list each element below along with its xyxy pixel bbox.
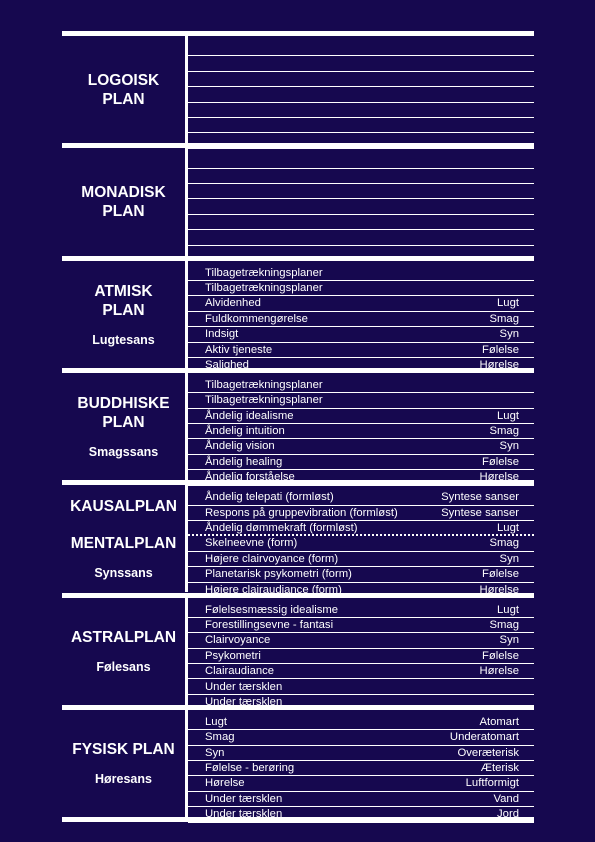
row-text: Smag	[205, 731, 235, 744]
plane-label-cell	[62, 485, 188, 592]
row-text: Følelse - berøring	[205, 761, 295, 774]
row-text: Tilbagetrækningsplaner	[205, 266, 323, 279]
plane-rows	[188, 261, 534, 371]
plane-row	[188, 424, 534, 439]
row-sense: Syntese sanser	[441, 491, 519, 504]
row-sense: Syn	[499, 328, 519, 341]
row-sense: Smag	[489, 537, 519, 550]
plane-row	[188, 103, 534, 118]
plane-row	[188, 439, 534, 454]
plane-row	[188, 536, 534, 551]
row-text: Clairaudiance	[205, 665, 275, 678]
plane-label-cell	[62, 710, 188, 817]
row-text: Åndelig telepati (formløst)	[205, 491, 334, 504]
row-sense: Lugt	[497, 603, 519, 616]
plane-rows	[188, 598, 534, 708]
row-text: Højere clairaudiance (form)	[205, 583, 342, 596]
row-text: Åndelig healing	[205, 455, 283, 468]
row-sense: Jord	[497, 808, 519, 821]
plane-row	[188, 776, 534, 791]
row-text: Tilbagetrækningsplaner	[205, 281, 323, 294]
row-text: Åndelig idealisme	[205, 409, 294, 422]
plane-label-cell	[62, 598, 188, 705]
plane-row	[188, 199, 534, 214]
plane-sense: Høresans	[95, 772, 152, 787]
plane-row	[188, 664, 534, 679]
row-text: Lugt	[205, 715, 227, 728]
plane-row	[188, 296, 534, 311]
row-sense: Lugt	[497, 409, 519, 422]
plane-sense: Synssans	[94, 566, 153, 581]
row-sense: Vand	[493, 792, 519, 805]
plane-rows	[188, 485, 534, 596]
plane-name: BUDDHISKE PLAN	[77, 395, 170, 432]
plane-row	[188, 603, 534, 618]
plane-row	[188, 730, 534, 745]
plane-block	[62, 31, 534, 143]
plane-rows	[188, 710, 534, 821]
plane-row	[188, 746, 534, 761]
plane-row	[188, 378, 534, 393]
plane-row	[188, 327, 534, 342]
plane-label-cell	[62, 148, 188, 255]
plane-row	[188, 521, 534, 536]
plane-sense: Smagssans	[88, 445, 159, 460]
row-text: Planetarisk psykometri (form)	[205, 568, 352, 581]
plane-row	[188, 153, 534, 168]
row-sense: Lugt	[497, 521, 519, 534]
row-sense: Smag	[489, 618, 519, 631]
plane-block	[62, 143, 534, 255]
plane-label-cell	[62, 261, 188, 368]
row-text: Åndelig dømmekraft (formløst)	[205, 521, 358, 534]
row-text: Syn	[205, 746, 225, 759]
plane-rows	[188, 373, 534, 484]
row-text: Højere clairvoyance (form)	[205, 552, 339, 565]
row-text: Aktiv tjeneste	[205, 343, 273, 356]
row-sense: Æterisk	[480, 761, 519, 774]
plane-row	[188, 715, 534, 730]
row-sense: Smag	[489, 312, 519, 325]
plane-row	[188, 490, 534, 505]
row-sense: Hørelse	[479, 583, 519, 596]
row-text: Clairvoyance	[205, 634, 271, 647]
plane-block	[62, 368, 534, 484]
row-sense: Syn	[499, 634, 519, 647]
row-text: Tilbagetrækningsplaner	[205, 378, 323, 391]
row-sense: Atomart	[479, 715, 519, 728]
row-sense: Lugt	[497, 297, 519, 310]
row-text: Alvidenhed	[205, 297, 261, 310]
plane-row	[188, 184, 534, 199]
row-text: Forestillingsevne - fantasi	[205, 618, 334, 631]
plane-row	[188, 792, 534, 807]
row-text: Under tærsklen	[205, 695, 283, 708]
plane-row	[188, 618, 534, 633]
plane-sense: Følesans	[96, 660, 151, 675]
row-text: Respons på gruppevibration (formløst)	[205, 506, 398, 519]
plane-name-secondary: MENTALPLAN	[70, 535, 177, 553]
row-sense: Følelse	[481, 455, 519, 468]
row-text: Hørelse	[205, 777, 245, 790]
row-sense: Syn	[499, 552, 519, 565]
plane-row	[188, 215, 534, 230]
plane-row	[188, 567, 534, 582]
plane-label-cell	[62, 36, 188, 143]
plane-row	[188, 649, 534, 664]
row-sense: Syn	[499, 440, 519, 453]
row-sense: Følelse	[481, 649, 519, 662]
plane-row	[188, 266, 534, 281]
plane-block	[62, 480, 534, 596]
row-sense: Underatomart	[449, 731, 519, 744]
plane-block	[62, 705, 534, 822]
plane-row	[188, 169, 534, 184]
row-sense: Hørelse	[479, 358, 519, 371]
plane-row	[188, 680, 534, 695]
plane-row	[188, 230, 534, 245]
row-text: Under tærsklen	[205, 680, 283, 693]
plane-sense: Lugtesans	[92, 332, 155, 347]
plane-row	[188, 56, 534, 71]
plane-row	[188, 87, 534, 102]
plane-row	[188, 312, 534, 327]
row-sense: Hørelse	[479, 471, 519, 484]
row-sense: Syntese sanser	[441, 506, 519, 519]
plane-row	[188, 807, 534, 822]
plane-name: LOGOISK PLAN	[87, 71, 160, 108]
plane-row	[188, 41, 534, 56]
plane-row	[188, 761, 534, 776]
plane-name: ASTRALPLAN	[70, 629, 177, 647]
plane-rows	[188, 36, 534, 143]
plane-block	[62, 256, 534, 371]
plane-row	[188, 343, 534, 358]
plane-rows	[188, 148, 534, 255]
plane-name: FYSISK PLAN	[72, 741, 175, 759]
row-sense: Hørelse	[479, 665, 519, 678]
row-text: Under tærsklen	[205, 792, 283, 805]
row-text: Åndelig intuition	[205, 425, 285, 438]
row-text: Skelneevne (form)	[205, 537, 298, 550]
plane-row	[188, 633, 534, 648]
plane-row	[188, 281, 534, 296]
plane-row	[188, 455, 534, 470]
row-sense: Overæterisk	[457, 746, 519, 759]
row-text: Følelsesmæssig idealisme	[205, 603, 339, 616]
plane-name: ATMISK PLAN	[94, 282, 153, 319]
row-text: Psykometri	[205, 649, 261, 662]
row-text: Fuldkommengørelse	[205, 312, 308, 325]
plane-row	[188, 552, 534, 567]
row-text: Tilbagetrækningsplaner	[205, 394, 323, 407]
row-text: Åndelig forståelse	[205, 471, 295, 484]
row-sense: Luftformigt	[465, 777, 519, 790]
plane-row	[188, 409, 534, 424]
plane-name: MONADISK PLAN	[81, 183, 166, 220]
plane-label-cell	[62, 373, 188, 480]
plane-row	[188, 506, 534, 521]
plane-row	[188, 72, 534, 87]
plane-block	[62, 593, 534, 708]
plane-row	[188, 118, 534, 133]
row-sense: Smag	[489, 425, 519, 438]
row-text: Indsigt	[205, 328, 239, 341]
row-text: Under tærsklen	[205, 808, 283, 821]
plane-name: KAUSALPLAN	[70, 498, 177, 516]
row-text: Salighed	[205, 358, 249, 371]
row-sense: Følelse	[481, 568, 519, 581]
row-text: Åndelig vision	[205, 440, 275, 453]
row-sense: Følelse	[481, 343, 519, 356]
plane-row	[188, 393, 534, 408]
